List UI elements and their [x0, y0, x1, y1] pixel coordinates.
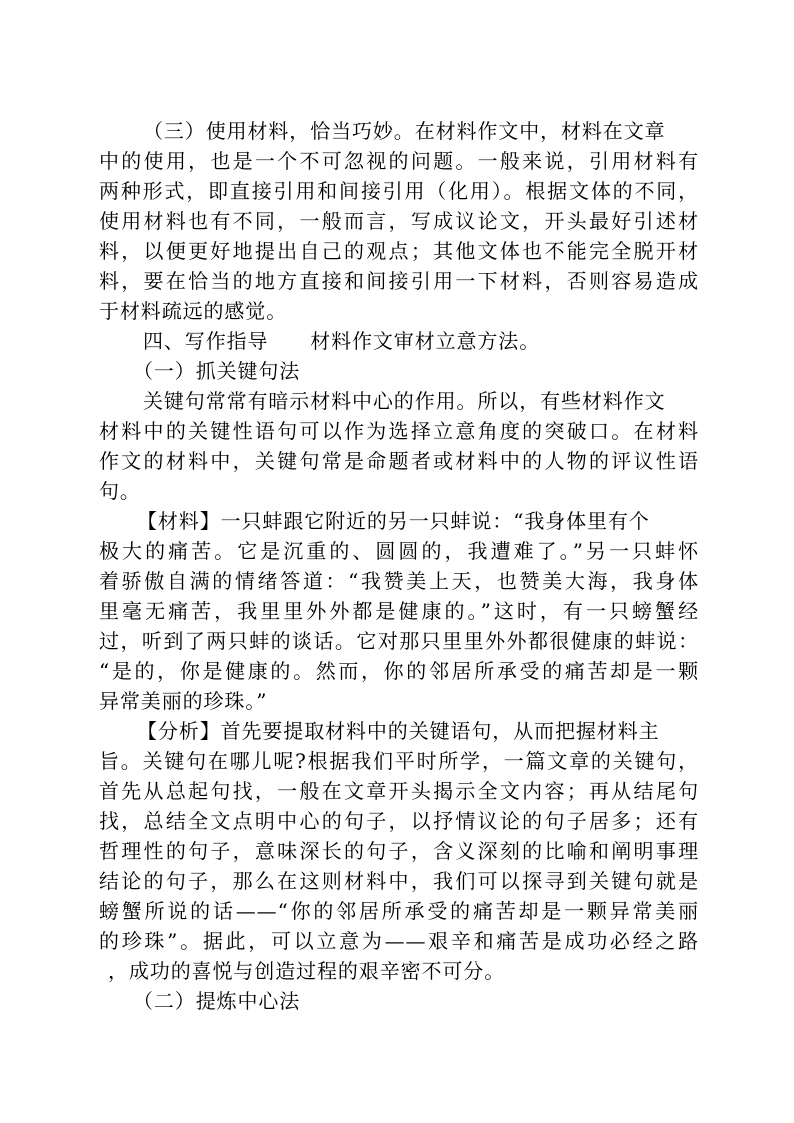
paragraph-line: 里毫无痛苦，我里里外外都是健康的。”这时，有一只螃蟹经	[99, 599, 699, 623]
section-heading: 四、写作指导 材料作文审材立意方法。	[143, 329, 541, 353]
paragraph-line: 材料中的关键性语句可以作为选择立意角度的突破口。在材料	[99, 419, 699, 443]
paragraph-line: 关键句常常有暗示材料中心的作用。所以，有些材料作文	[143, 389, 666, 413]
paragraph-line: 作文的材料中，关键句常是命题者或材料中的人物的评议性语	[99, 449, 699, 473]
paragraph-line: 两种形式，即直接引用和间接引用（化用）。根据文体的不同，	[99, 179, 699, 203]
subsection-heading: （一）抓关键句法	[133, 359, 301, 383]
paragraph-line: 【材料】一只蚌跟它附近的另一只蚌说：“我身体里有个	[137, 509, 650, 533]
paragraph-line: 料，以便更好地提出自己的观点；其他文体也不能完全脱开材	[99, 239, 699, 263]
paragraph-line: “是的，你是健康的。然而，你的邻居所承受的痛苦却是一颗	[99, 659, 699, 683]
paragraph-line: 找，总结全文点明中心的句子，以抒情议论的句子居多；还有	[99, 809, 699, 833]
paragraph-line: 句。	[99, 479, 141, 503]
subsection-heading: （二）提炼中心法	[133, 989, 301, 1013]
paragraph-line: 着骄傲自满的情绪答道：“我赞美上天，也赞美大海，我身体	[99, 569, 699, 593]
paragraph-line: 料，要在恰当的地方直接和间接引用一下材料，否则容易造成	[99, 269, 699, 293]
paragraph-line: 中的使用，也是一个不可忽视的问题。一般来说，引用材料有	[99, 149, 699, 173]
paragraph-line: 异常美丽的珍珠。”	[99, 689, 268, 713]
paragraph-line: 哲理性的句子，意味深长的句子，含义深刻的比喻和阐明事理	[99, 839, 699, 863]
paragraph-line: 使用材料也有不同，一般而言，写成议论文，开头最好引述材	[99, 209, 699, 233]
paragraph-line: 结论的句子，那么在这则材料中，我们可以探寻到关键句就是	[99, 869, 699, 893]
paragraph-line: ，成功的喜悦与创造过程的艰辛密不可分。	[108, 959, 506, 983]
paragraph-line: 旨。关键句在哪儿呢?根据我们平时所学，一篇文章的关键句，	[99, 749, 699, 773]
paragraph-line: （三）使用材料，恰当巧妙。在材料作文中，材料在文章	[143, 119, 666, 143]
paragraph-line: 极大的痛苦。它是沉重的、圆圆的，我遭难了。”另一只蚌怀	[99, 539, 699, 563]
paragraph-line: 过，听到了两只蚌的谈话。它对那只里里外外都很健康的蚌说：	[99, 629, 699, 653]
paragraph-line: 【分析】首先要提取材料中的关键语句，从而把握材料主	[137, 719, 660, 743]
paragraph-line: 螃蟹所说的话——“你的邻居所承受的痛苦却是一颗异常美丽	[99, 899, 699, 923]
paragraph-line: 首先从总起句找，一般在文章开头揭示全文内容；再从结尾句	[99, 779, 699, 803]
paragraph-line: 于材料疏远的感觉。	[99, 299, 288, 323]
paragraph-line: 的珍珠”。据此，可以立意为——艰辛和痛苦是成功必经之路	[99, 929, 699, 953]
